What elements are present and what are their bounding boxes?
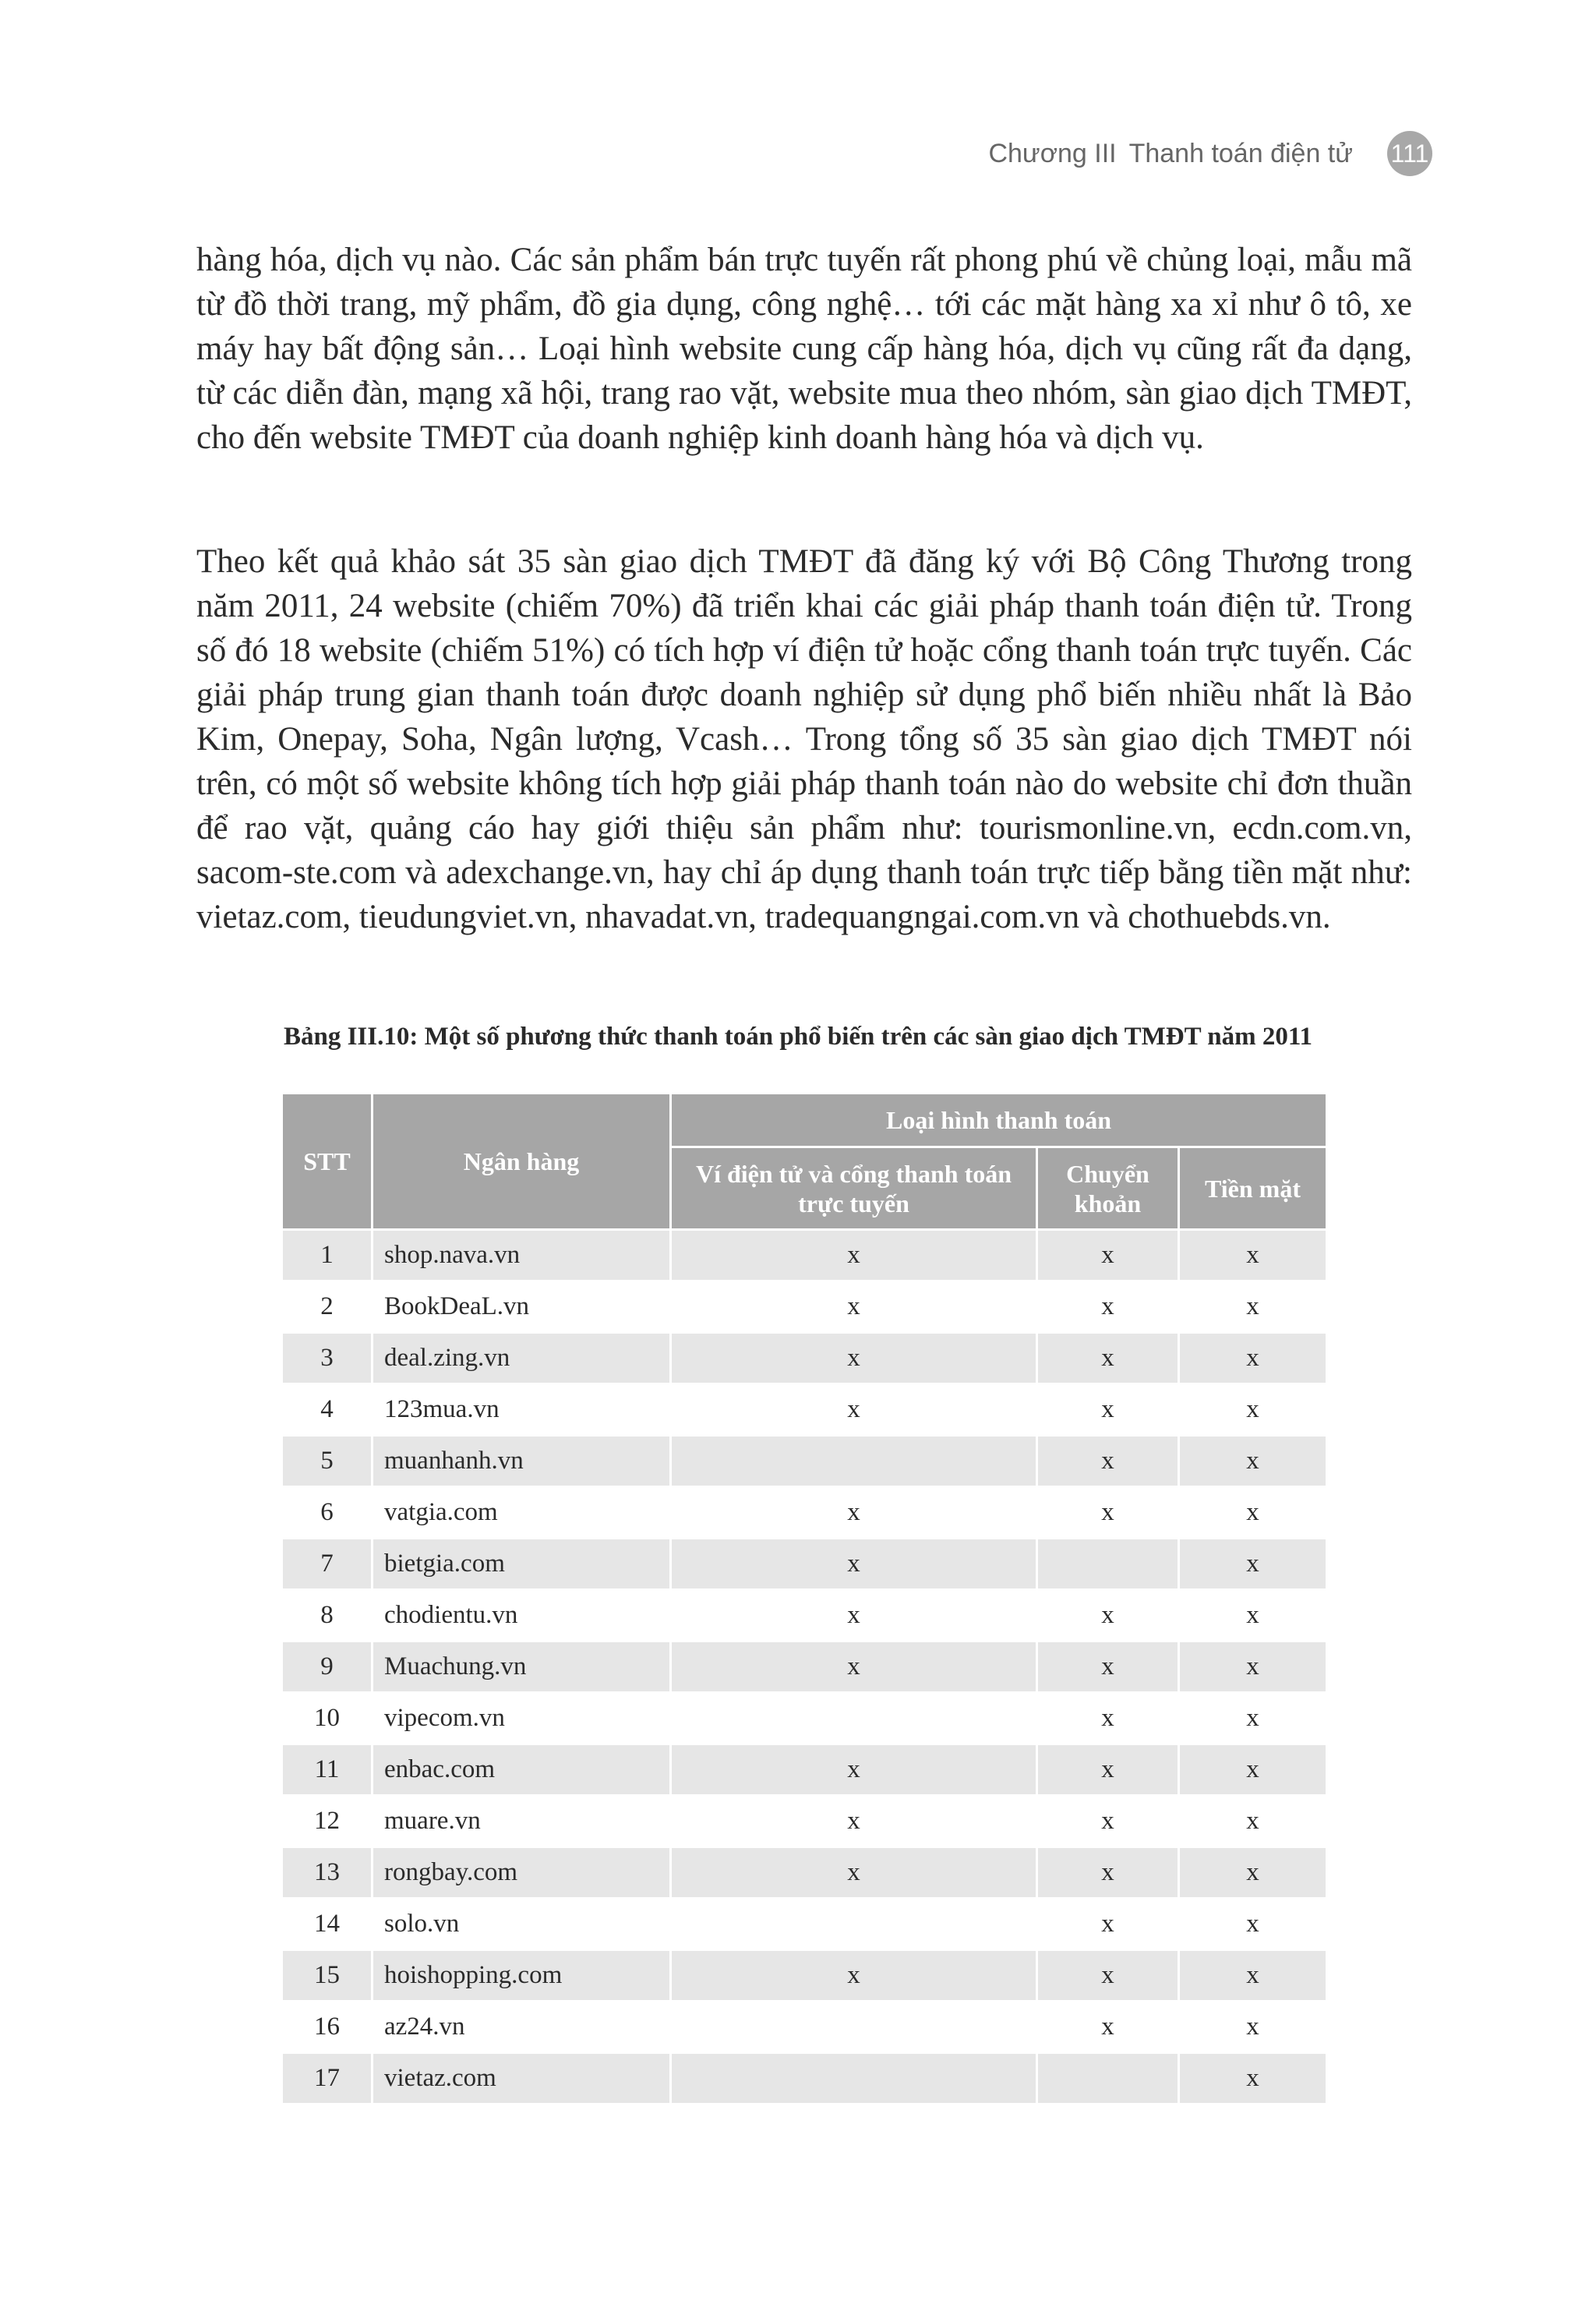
cell-ewallet: x	[672, 1282, 1038, 1334]
cell-cash: x	[1180, 1694, 1326, 1745]
cell-bank-name: enbac.com	[373, 1745, 672, 1797]
cell-stt: 2	[283, 1282, 373, 1334]
cell-transfer: x	[1038, 1231, 1180, 1282]
header-ewallet: Ví điện tử và cổng thanh toán trực tuyến	[672, 1148, 1038, 1231]
cell-stt: 3	[283, 1334, 373, 1385]
cell-transfer	[1038, 2054, 1180, 2105]
cell-stt: 1	[283, 1231, 373, 1282]
table-row	[283, 2002, 1326, 2054]
cell-cash: x	[1180, 1642, 1326, 1694]
table-row	[283, 1539, 1326, 1591]
cell-bank-name: rongbay.com	[373, 1848, 672, 1899]
cell-bank-name: az24.vn	[373, 2002, 672, 2054]
cell-bank-name: hoishopping.com	[373, 1951, 672, 2002]
cell-transfer: x	[1038, 1848, 1180, 1899]
cell-cash: x	[1180, 1334, 1326, 1385]
cell-stt: 15	[283, 1951, 373, 2002]
cell-bank-name: vatgia.com	[373, 1488, 672, 1539]
cell-stt: 12	[283, 1797, 373, 1848]
table-row	[283, 1282, 1326, 1334]
cell-cash: x	[1180, 1797, 1326, 1848]
table-body	[283, 1231, 1326, 2105]
table-row	[283, 1899, 1326, 1951]
cell-stt: 11	[283, 1745, 373, 1797]
cell-ewallet	[672, 1437, 1038, 1488]
cell-cash: x	[1180, 1437, 1326, 1488]
cell-stt: 17	[283, 2054, 373, 2105]
cell-bank-name: deal.zing.vn	[373, 1334, 672, 1385]
cell-ewallet	[672, 2002, 1038, 2054]
cell-cash: x	[1180, 1745, 1326, 1797]
cell-ewallet: x	[672, 1539, 1038, 1591]
cell-cash: x	[1180, 1231, 1326, 1282]
cell-bank-name: vietaz.com	[373, 2054, 672, 2105]
cell-stt: 16	[283, 2002, 373, 2054]
cell-stt: 8	[283, 1591, 373, 1642]
cell-transfer: x	[1038, 1385, 1180, 1437]
table-row	[283, 1797, 1326, 1848]
table-row	[283, 1745, 1326, 1797]
cell-transfer: x	[1038, 1591, 1180, 1642]
cell-bank-name: chodientu.vn	[373, 1591, 672, 1642]
cell-ewallet: x	[672, 1848, 1038, 1899]
cell-stt: 7	[283, 1539, 373, 1591]
cell-stt: 5	[283, 1437, 373, 1488]
table-row	[283, 1642, 1326, 1694]
table-row	[283, 1848, 1326, 1899]
table-row	[283, 1488, 1326, 1539]
cell-cash: x	[1180, 1591, 1326, 1642]
cell-cash: x	[1180, 2002, 1326, 2054]
cell-stt: 14	[283, 1899, 373, 1951]
cell-cash: x	[1180, 1951, 1326, 2002]
cell-bank-name: BookDeaL.vn	[373, 1282, 672, 1334]
cell-bank-name: muare.vn	[373, 1797, 672, 1848]
cell-cash: x	[1180, 1385, 1326, 1437]
cell-ewallet: x	[672, 1385, 1038, 1437]
cell-transfer: x	[1038, 1488, 1180, 1539]
cell-cash: x	[1180, 1848, 1326, 1899]
cell-stt: 13	[283, 1848, 373, 1899]
table-row	[283, 1591, 1326, 1642]
table-row	[283, 1334, 1326, 1385]
cell-ewallet: x	[672, 1231, 1038, 1282]
table-row	[283, 1385, 1326, 1437]
table-row	[283, 1231, 1326, 1282]
paragraph-2: Theo kết quả khảo sát 35 sàn giao dịch TMĐT đã đăng ký với Bộ Công Thương trong năm 2011, 24 website (chiếm 70%) đã triển khai các giải pháp thanh toán điện tử. Trong số đó 18 website (chiếm 51%) có tích hợp ví điện tử hoặc cổng thanh toán trực tuyến. Các giải pháp trung gian thanh toán được doanh nghiệp sử dụng phổ biến nhiều nhất là Bảo Kim, Onepay, Soha, Ngân lượng, Vcash… Trong tổng số 35 sàn giao dịch TMĐT nói trên, có một số website không tích hợp giải pháp thanh toán nào do website chỉ đơn thuần để rao vặt, quảng cáo hay giới thiệu sản phẩm như: tourismonline.vn, ecdn.com.vn, sacom-ste.com và adexchange.vn, hay chỉ áp dụng thanh toán trực tiếp bằng tiền mặt như: vietaz.com, tieudungviet.vn, nhavadat.vn, tradequangngai.com.vn và chothuebds.vn.	[196, 543, 1412, 935]
running-header	[988, 131, 1432, 176]
page-number-badge: 111	[1387, 131, 1432, 176]
cell-ewallet	[672, 1694, 1038, 1745]
cell-bank-name: muanhanh.vn	[373, 1437, 672, 1488]
cell-stt: 4	[283, 1385, 373, 1437]
cell-cash: x	[1180, 1539, 1326, 1591]
cell-ewallet: x	[672, 1591, 1038, 1642]
cell-ewallet: x	[672, 1488, 1038, 1539]
cell-bank-name: 123mua.vn	[373, 1385, 672, 1437]
cell-cash: x	[1180, 1488, 1326, 1539]
cell-bank-name: Muachung.vn	[373, 1642, 672, 1694]
cell-ewallet	[672, 1899, 1038, 1951]
header-transfer: Chuyển khoản	[1038, 1148, 1180, 1231]
cell-transfer: x	[1038, 2002, 1180, 2054]
table-row	[283, 1437, 1326, 1488]
cell-cash: x	[1180, 1282, 1326, 1334]
cell-ewallet: x	[672, 1334, 1038, 1385]
cell-transfer: x	[1038, 1282, 1180, 1334]
cell-transfer: x	[1038, 1694, 1180, 1745]
header-bank: Ngân hàng	[373, 1094, 672, 1231]
cell-cash: x	[1180, 2054, 1326, 2105]
cell-ewallet: x	[672, 1797, 1038, 1848]
cell-ewallet	[672, 2054, 1038, 2105]
cell-bank-name: bietgia.com	[373, 1539, 672, 1591]
cell-transfer: x	[1038, 1437, 1180, 1488]
cell-bank-name: shop.nava.vn	[373, 1231, 672, 1282]
table-row	[283, 1694, 1326, 1745]
table-row	[283, 1951, 1326, 2002]
cell-bank-name: solo.vn	[373, 1899, 672, 1951]
table-caption: Bảng III.10: Một số phương thức thanh toán phổ biến trên các sàn giao dịch TMĐT năm 2011	[283, 1023, 1313, 1051]
cell-ewallet: x	[672, 1642, 1038, 1694]
cell-stt: 9	[283, 1642, 373, 1694]
section-title: Thanh toán điện tử	[1128, 138, 1353, 168]
cell-transfer: x	[1038, 1334, 1180, 1385]
cell-ewallet: x	[672, 1745, 1038, 1797]
table-row	[283, 2054, 1326, 2105]
header-cash: Tiền mặt	[1180, 1148, 1326, 1231]
cell-transfer: x	[1038, 1951, 1180, 2002]
header-payment-type: Loại hình thanh toán	[672, 1094, 1326, 1148]
paragraph-1: hàng hóa, dịch vụ nào. Các sản phẩm bán trực tuyến rất phong phú về chủng loại, mẫu mã từ đồ thời trang, mỹ phẩm, đồ gia dụng, công nghệ… tới các mặt hàng xa xỉ như ô tô, xe máy hay bất động sản… Loại hình website cung cấp hàng hóa, dịch vụ cũng rất đa dạng, từ các diễn đàn, mạng xã hội, trang rao vặt, website mua theo nhóm, sàn giao dịch TMĐT, cho đến website TMĐT của doanh nghiệp kinh doanh hàng hóa và dịch vụ.	[196, 242, 1412, 456]
cell-transfer: x	[1038, 1797, 1180, 1848]
cell-bank-name: vipecom.vn	[373, 1694, 672, 1745]
header-stt: STT	[283, 1094, 373, 1231]
chapter-label: Chương III	[988, 138, 1117, 168]
cell-transfer: x	[1038, 1642, 1180, 1694]
payment-methods-table	[283, 1094, 1326, 2105]
cell-stt: 6	[283, 1488, 373, 1539]
cell-transfer	[1038, 1539, 1180, 1591]
cell-transfer: x	[1038, 1899, 1180, 1951]
cell-cash: x	[1180, 1899, 1326, 1951]
cell-transfer: x	[1038, 1745, 1180, 1797]
cell-ewallet: x	[672, 1951, 1038, 2002]
cell-stt: 10	[283, 1694, 373, 1745]
